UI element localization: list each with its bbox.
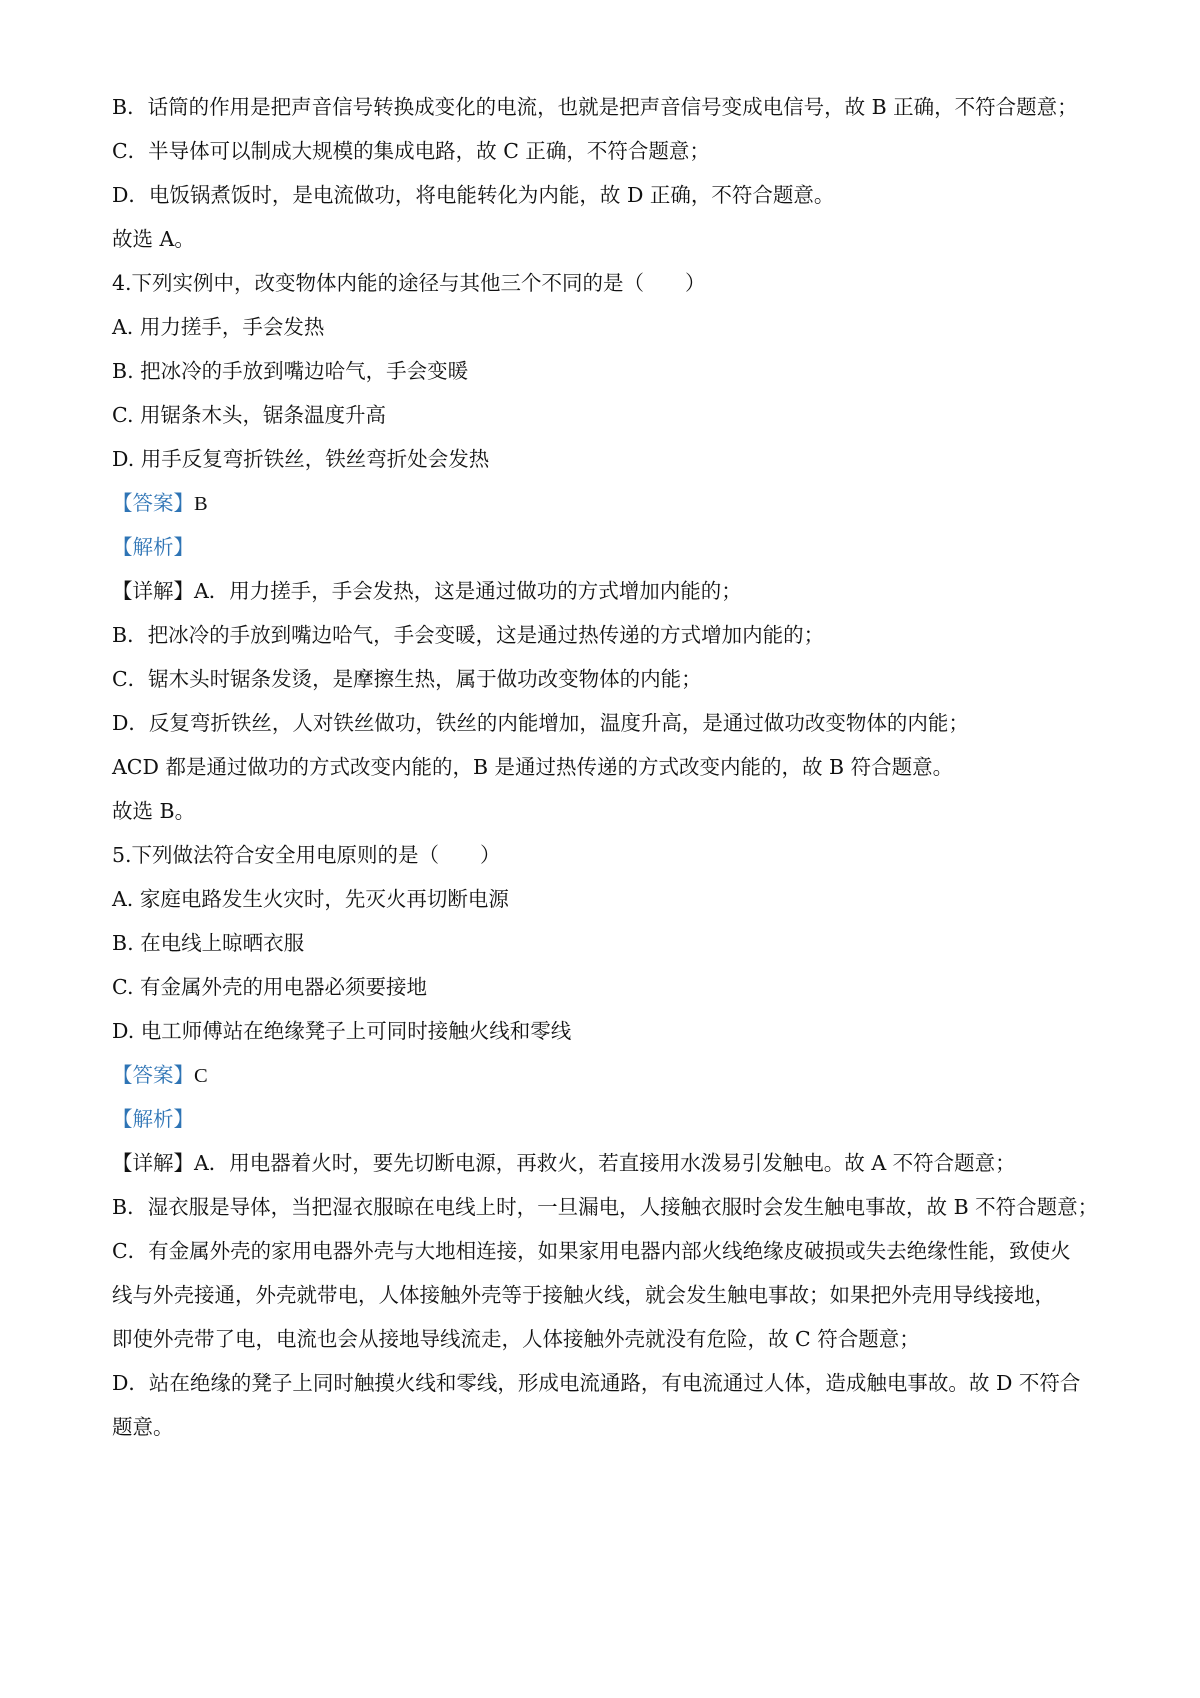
q4-detail-d: D．反复弯折铁丝，人对铁丝做功，铁丝的内能增加，温度升高，是通过做功改变物体的内能； (112, 711, 969, 735)
q5-detail-c-line1: C．有金属外壳的家用电器外壳与大地相连接，如果家用电器内部火线绝缘皮破损或失去绝缘性能，致使火 (112, 1239, 1071, 1263)
q3-explanation-b: B．话筒的作用是把声音信号转换成变化的电流，也就是把声音信号变成电信号，故 B 正确，不符合题意； (112, 95, 1078, 119)
q4-option-b: B. 把冰冷的手放到嘴边哈气，手会变暖 (112, 359, 469, 383)
q5-detail-a-line (112, 1148, 1016, 1178)
q5-analysis-tag (112, 1104, 194, 1134)
q3-explanation-c: C．半导体可以制成大规模的集成电路，故 C 正确，不符合题意； (112, 139, 710, 163)
q4-stem: 4.下列实例中，改变物体内能的途径与其他三个不同的是（ ） (112, 271, 706, 295)
q3-conclusion: 故选 A。 (112, 227, 195, 251)
q4-answer-tag: 【答案】 (112, 491, 194, 515)
q5-detail-c-line2: 线与外壳接通，外壳就带电，人体接触外壳等于接触火线，就会发生触电事故；如果把外壳用导线接地， (112, 1283, 1055, 1307)
q4-analysis-tag (112, 532, 194, 562)
q5-analysis-tag-text: 【解析】 (112, 1107, 194, 1131)
q5-detail-a: A．用电器着火时，要先切断电源，再救火，若直接用水泼易引发触电。故 A 不符合题意； (194, 1151, 1016, 1175)
q4-detail-a-line (112, 576, 742, 606)
q4-conclusion: 故选 B。 (112, 799, 196, 823)
q4-detail-c: C．锯木头时锯条发烫，是摩擦生热，属于做功改变物体的内能； (112, 667, 702, 691)
q5-detail-tag: 【详解】 (112, 1151, 194, 1175)
q4-detail-a: A．用力搓手，手会发热，这是通过做功的方式增加内能的； (194, 579, 742, 603)
q4-analysis-tag-text: 【解析】 (112, 535, 194, 559)
q5-option-d: D. 电工师傅站在绝缘凳子上可同时接触火线和零线 (112, 1019, 572, 1043)
q4-summary: ACD 都是通过做功的方式改变内能的，B 是通过热传递的方式改变内能的，故 B 符合题意。 (112, 755, 954, 779)
q5-stem: 5.下列做法符合安全用电原则的是（ ） (112, 843, 501, 867)
q5-detail-b: B．湿衣服是导体，当把湿衣服晾在电线上时，一旦漏电，人接触衣服时会发生触电事故，故 B 不符合题意； (112, 1195, 1099, 1219)
q5-detail-d-line1: D．站在绝缘的凳子上同时触摸火线和零线，形成电流通路，有电流通过人体，造成触电事故。故 D 不符合 (112, 1371, 1081, 1395)
q5-detail-c-line3: 即使外壳带了电，电流也会从接地导线流走，人体接触外壳就没有危险，故 C 符合题意； (112, 1327, 920, 1351)
q4-option-c: C. 用锯条木头，锯条温度升高 (112, 403, 386, 427)
q5-option-c: C. 有金属外壳的用电器必须要接地 (112, 975, 427, 999)
q5-answer-line (112, 1060, 208, 1091)
q5-option-b: B. 在电线上晾晒衣服 (112, 931, 305, 955)
q5-option-a: A. 家庭电路发生火灾时，先灭火再切断电源 (112, 887, 509, 911)
q4-answer-value: B (194, 493, 208, 515)
q5-answer-value: C (194, 1065, 208, 1087)
q3-explanation-d: D．电饭锅煮饭时，是电流做功，将电能转化为内能，故 D 正确，不符合题意。 (112, 183, 835, 207)
q4-option-d: D. 用手反复弯折铁丝，铁丝弯折处会发热 (112, 447, 490, 471)
q4-answer-line (112, 488, 208, 519)
q4-detail-tag: 【详解】 (112, 579, 194, 603)
q5-answer-tag: 【答案】 (112, 1063, 194, 1087)
q4-option-a: A. 用力搓手，手会发热 (112, 315, 325, 339)
q4-detail-b: B．把冰冷的手放到嘴边哈气，手会变暖，这是通过热传递的方式增加内能的； (112, 623, 825, 647)
q5-detail-d-line2: 题意。 (112, 1415, 174, 1439)
